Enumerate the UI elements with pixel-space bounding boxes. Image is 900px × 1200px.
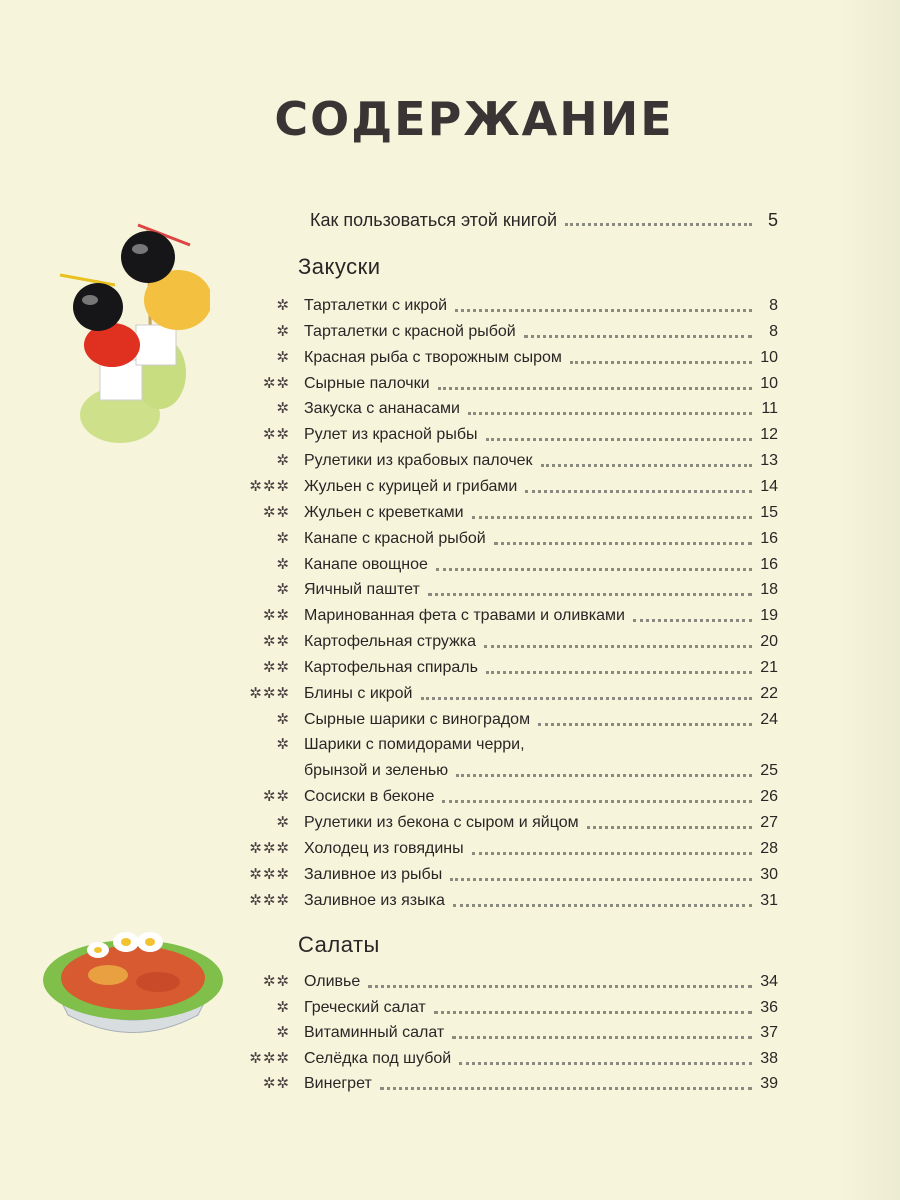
toc-page-number: 10	[760, 348, 778, 366]
difficulty-stars: ✲✲	[262, 973, 290, 990]
toc-entry[interactable]	[240, 887, 778, 911]
difficulty-stars: ✲	[276, 710, 290, 728]
dot-leader	[486, 671, 752, 674]
dot-leader	[380, 1087, 752, 1090]
toc-page-number: 16	[760, 529, 778, 547]
toc-intro-row[interactable]	[310, 206, 778, 230]
toc-page-number: 8	[769, 297, 778, 314]
toc-page-number: 8	[769, 322, 778, 340]
dot-leader	[472, 516, 752, 519]
toc-entry[interactable]	[240, 370, 778, 394]
dot-leader	[541, 464, 752, 467]
toc-entry-title: Рулетики из крабовых палочек	[304, 452, 533, 470]
toc-entry[interactable]	[240, 499, 778, 523]
toc-page-number: 24	[760, 710, 778, 728]
toc-entry[interactable]	[240, 628, 778, 652]
difficulty-stars: ✲✲	[262, 1075, 290, 1092]
dot-leader	[468, 412, 752, 415]
dot-leader	[436, 568, 752, 571]
toc-entry-title: Холодец из говядины	[304, 839, 464, 857]
difficulty-stars: ✲	[276, 1024, 290, 1041]
toc-entry[interactable]	[240, 1019, 778, 1043]
toc-entry-title: Рулетики из бекона с сыром и яйцом	[304, 814, 579, 831]
toc-entry-title: Рулет из красной рыбы	[304, 426, 478, 444]
difficulty-stars: ✲✲✲	[249, 839, 290, 857]
toc-entry[interactable]	[240, 835, 778, 859]
toc-entry-title: Картофельная спираль	[304, 658, 478, 676]
toc-page-number: 39	[760, 1075, 778, 1092]
toc-entry-title: Греческий салат	[304, 998, 426, 1016]
toc-entry-title: Шарики с помидорами черри,	[304, 736, 525, 754]
difficulty-stars: ✲	[276, 814, 290, 831]
toc-entry[interactable]	[240, 680, 778, 704]
toc-entry-title: Селёдка под шубой	[304, 1049, 452, 1067]
toc-entry[interactable]	[240, 706, 778, 730]
difficulty-stars: ✲✲	[262, 426, 290, 444]
difficulty-stars: ✲✲	[262, 503, 290, 521]
toc-entry-title: Заливное из рыбы	[304, 865, 443, 883]
difficulty-stars: ✲	[276, 297, 290, 314]
section-heading-salaty: Салаты	[298, 932, 380, 957]
toc-entry-title: Заливное из языка	[304, 891, 445, 909]
difficulty-stars: ✲	[276, 322, 290, 340]
toc-page-number: 25	[760, 762, 778, 780]
salad-bowl-icon	[38, 920, 228, 1045]
section-heading-zakuski: Закуски	[298, 254, 381, 279]
toc-page-number: 13	[760, 452, 778, 470]
toc-entry-title: Картофельная стружка	[304, 633, 477, 651]
difficulty-stars: ✲✲✲	[249, 891, 290, 909]
toc-page-number: 19	[760, 607, 778, 625]
toc-entry-title: Жульен с курицей и грибами	[304, 477, 518, 495]
toc-entry-title: Красная рыба с творожным сыром	[304, 348, 562, 366]
toc-entry-title: Сосиски в беконе	[304, 788, 435, 806]
toc-entry-title: Блины с икрой	[304, 684, 413, 702]
toc-entry[interactable]	[240, 783, 778, 807]
toc-entry[interactable]	[240, 292, 778, 316]
toc-entry[interactable]	[240, 757, 778, 781]
dot-leader	[421, 697, 753, 700]
toc-entry-title: Как пользоваться этой книгой	[310, 210, 558, 230]
difficulty-stars: ✲✲	[262, 658, 290, 676]
toc-page-number: 27	[760, 814, 778, 831]
dot-leader	[538, 723, 752, 726]
difficulty-stars: ✲✲✲	[249, 865, 290, 883]
toc-page-number: 26	[760, 788, 778, 806]
toc-page-number: 5	[767, 210, 778, 230]
difficulty-stars: ✲	[276, 348, 290, 366]
dot-leader	[570, 361, 752, 364]
toc-entry-title: Витаминный салат	[304, 1024, 445, 1041]
toc-entry-title: Маринованная фета с травами и оливками	[304, 607, 625, 625]
dot-leader	[565, 223, 752, 226]
dot-leader	[459, 1062, 752, 1065]
dot-leader	[484, 645, 752, 648]
difficulty-stars: ✲	[276, 736, 290, 754]
toc-page-number: 37	[760, 1024, 778, 1041]
toc-page-number: 38	[760, 1049, 778, 1067]
dot-leader	[472, 852, 752, 855]
toc-page-number: 20	[760, 633, 778, 651]
difficulty-stars: ✲✲	[262, 633, 290, 651]
toc-entry-title: Тарталетки с красной рыбой	[304, 322, 516, 340]
dot-leader	[452, 1036, 752, 1039]
difficulty-stars: ✲	[276, 555, 290, 573]
toc-entry-title: Яичный паштет	[304, 581, 420, 599]
toc-page-number: 10	[760, 374, 778, 392]
toc-page-number: 28	[760, 839, 778, 857]
toc-entry[interactable]	[240, 576, 778, 600]
dot-leader	[456, 774, 752, 777]
toc-entry[interactable]	[240, 447, 778, 471]
toc-page-number: 18	[760, 581, 778, 599]
dot-leader	[494, 542, 752, 545]
toc-entry-title: Закуска с ананасами	[304, 400, 460, 418]
toc-entry-title: Канапе с красной рыбой	[304, 529, 486, 547]
difficulty-stars: ✲	[276, 452, 290, 470]
dot-leader	[368, 985, 752, 988]
toc-page-number: 34	[760, 973, 778, 990]
toc-page-number: 15	[760, 503, 778, 521]
toc-entry[interactable]	[240, 968, 778, 992]
toc-entry-title: Оливье	[304, 973, 361, 990]
toc-entry[interactable]	[240, 1070, 778, 1094]
dot-leader	[442, 800, 752, 803]
toc-entry[interactable]	[240, 344, 778, 368]
toc-entry-title: Канапе овощное	[304, 555, 428, 573]
toc-entry[interactable]	[240, 551, 778, 575]
dot-leader	[633, 619, 752, 622]
difficulty-stars: ✲✲	[262, 374, 290, 392]
dot-leader	[453, 904, 752, 907]
toc-entry[interactable]	[240, 421, 778, 445]
toc-entry-title: Сырные палочки	[304, 374, 430, 392]
toc-page-number: 22	[760, 684, 778, 702]
toc-page-number: 14	[760, 477, 778, 495]
toc-entry[interactable]	[240, 318, 778, 342]
toc-page-number: 16	[760, 555, 778, 573]
toc-entry[interactable]	[240, 525, 778, 549]
dot-leader	[428, 593, 752, 596]
toc-entry-title: Винегрет	[304, 1075, 372, 1092]
toc-entry[interactable]	[240, 809, 778, 833]
toc-entry-title: Сырные шарики с виноградом	[304, 710, 531, 728]
difficulty-stars: ✲✲✲	[249, 1049, 290, 1067]
toc-page-number: 12	[760, 426, 778, 444]
dot-leader	[524, 335, 752, 338]
difficulty-stars: ✲	[276, 581, 290, 599]
dot-leader	[486, 438, 753, 441]
toc-entry[interactable]	[240, 395, 778, 419]
toc-page-number: 31	[760, 891, 778, 909]
difficulty-stars: ✲✲✲	[249, 477, 290, 495]
page-title: СОДЕРЖАНИЕ	[274, 92, 674, 146]
difficulty-stars: ✲	[276, 400, 290, 418]
toc-entry-title: брынзой и зеленью	[304, 762, 449, 780]
dot-leader	[438, 387, 752, 390]
difficulty-stars: ✲✲	[262, 607, 290, 625]
toc-entry[interactable]	[240, 1045, 778, 1069]
toc-entry[interactable]	[240, 602, 778, 626]
dot-leader	[455, 309, 752, 312]
difficulty-stars: ✲✲✲	[249, 684, 290, 702]
difficulty-stars: ✲	[276, 998, 290, 1016]
toc-entry[interactable]	[240, 861, 778, 885]
canape-skewer-icon	[40, 215, 210, 450]
toc-entry[interactable]	[240, 473, 778, 497]
toc-entry[interactable]	[240, 731, 778, 755]
toc-page-number: 36	[760, 998, 778, 1016]
dot-leader	[525, 490, 752, 493]
toc-page-number: 11	[761, 400, 778, 418]
toc-page-number: 30	[760, 865, 778, 883]
dot-leader	[587, 826, 752, 829]
difficulty-stars: ✲✲	[262, 788, 290, 806]
difficulty-stars: ✲	[276, 529, 290, 547]
toc-entry[interactable]	[240, 654, 778, 678]
dot-leader	[434, 1011, 752, 1014]
toc-entry-title: Жульен с креветками	[304, 503, 464, 521]
toc-entry[interactable]	[240, 994, 778, 1018]
dot-leader	[450, 878, 752, 881]
toc-entry-title: Тарталетки с икрой	[304, 297, 448, 314]
toc-page-number: 21	[760, 658, 778, 676]
